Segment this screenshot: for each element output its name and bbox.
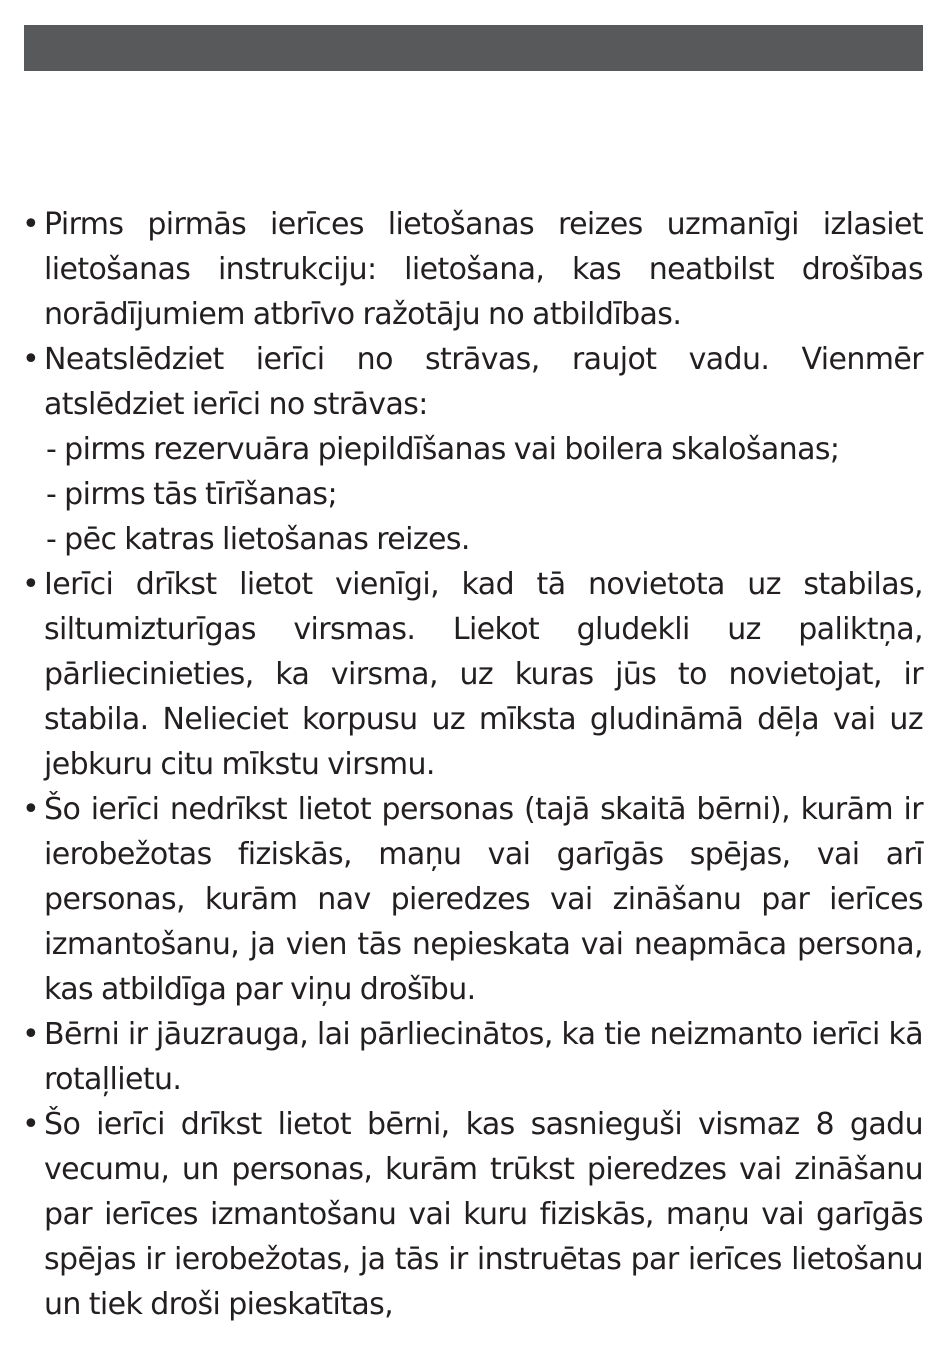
header-bar — [24, 25, 923, 71]
bullet-icon: • — [22, 207, 40, 242]
bullet-icon: • — [22, 792, 40, 827]
item-text: Neatslēdziet ierīci no strāvas, raujot vadu. Vienmēr atslēdziet ierīci no strāvas: — [44, 342, 923, 422]
instructions-body — [22, 202, 923, 1327]
item-text: Ierīci drīkst lietot vienīgi, kad tā novietota uz stabilas, siltumizturīgas virsmas. Liekot gludekli uz paliktņa, pārliecinieties, ka virsma, uz kuras jūs to novietojat, ir stabila. Nelieciet korpusu uz mīksta gludināmā dēļa vai uz jebkuru citu mīkstu virsmu. — [44, 567, 923, 782]
list-item — [22, 562, 923, 787]
list-item — [22, 1012, 923, 1102]
bullet-icon: • — [22, 1017, 40, 1052]
sub-list-item: - pēc katras lietošanas reizes. — [46, 522, 470, 557]
list-item — [22, 787, 923, 1012]
item-text: Bērni ir jāuzrauga, lai pārliecinātos, ka tie neizmanto ierīci kā rotaļlietu. — [44, 1017, 923, 1097]
sub-list — [44, 427, 923, 562]
list-item — [22, 1102, 923, 1327]
sub-list-item: - pirms rezervuāra piepildīšanas vai boilera skalošanas; — [46, 432, 840, 467]
list-item — [22, 202, 923, 337]
bullet-icon: • — [22, 567, 40, 602]
item-text: Šo ierīci drīkst lietot bērni, kas sasnieguši vismaz 8 gadu vecumu, un personas, kurām trūkst pieredzes vai zināšanu par ierīces izmantošanu vai kuru fiziskās, maņu vai garīgās spējas ir ierobežotas, ja tās ir instruētas par ierīces lietošanu un tiek droši pieskatītas, — [44, 1107, 923, 1322]
sub-list-item: - pirms tās tīrīšanas; — [46, 477, 337, 512]
bullet-icon: • — [22, 342, 40, 377]
bullet-icon: • — [22, 1107, 40, 1142]
list-item — [22, 337, 923, 562]
safety-list — [22, 202, 923, 1327]
item-text: Šo ierīci nedrīkst lietot personas (tajā skaitā bērni), kurām ir ierobežotas fiziskās, maņu vai garīgās spējas, vai arī personas, kurām nav pieredzes vai zināšanu par ierīces izmantošanu, ja vien tās nepieskata vai neapmāca persona, kas atbildīga par viņu drošību. — [44, 792, 923, 1007]
item-text: Pirms pirmās ierīces lietošanas reizes uzmanīgi izlasiet lietošanas instrukciju: lietošana, kas neatbilst drošības norādījumiem atbrīvo ražotāju no atbildības. — [44, 207, 923, 332]
